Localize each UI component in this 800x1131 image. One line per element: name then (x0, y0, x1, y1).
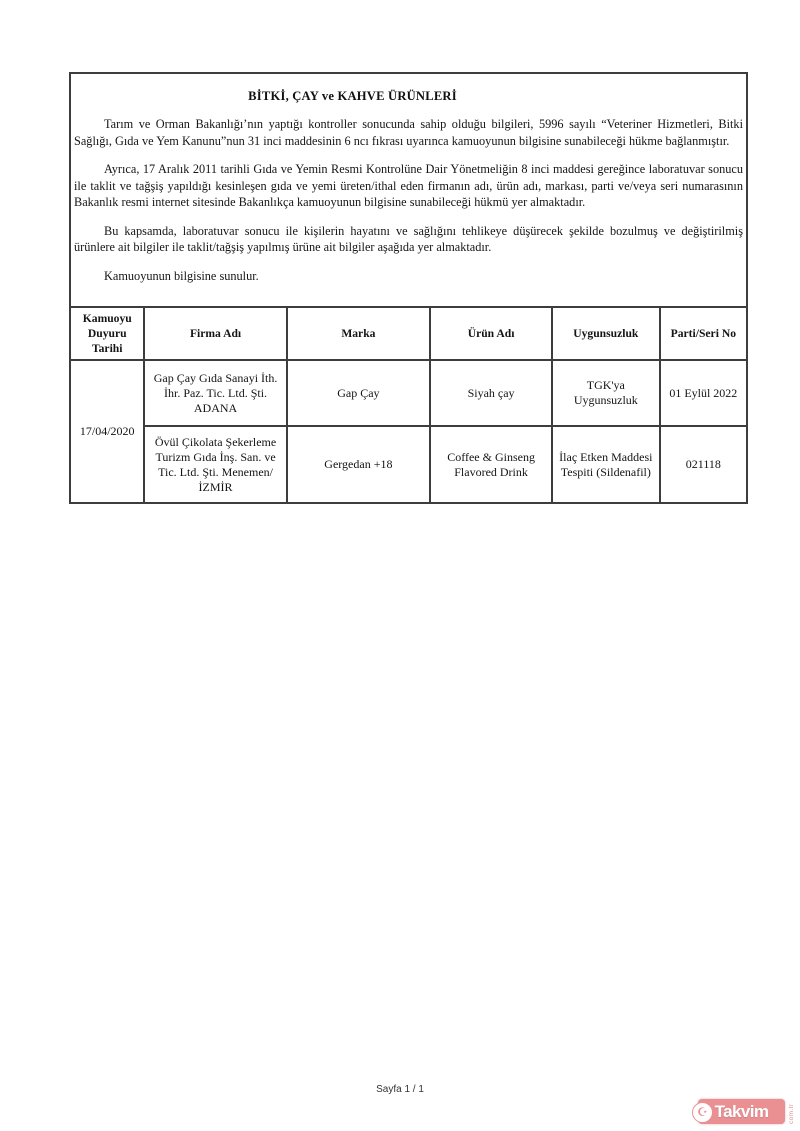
cell-announcement-date: 17/04/2020 (70, 360, 144, 503)
column-header-batch-serial-no: Parti/Seri No (660, 307, 747, 360)
cell-company-name: Övül Çikolata Şekerleme Turizm Gıda İnş. San. ve Tic. Ltd. Şti. Menemen/İZMİR (144, 426, 286, 503)
table-row (70, 360, 747, 426)
takvim-domain-text: com.tr (788, 1103, 795, 1124)
noncompliant-products-table (69, 306, 748, 504)
page-footer (0, 1084, 800, 1095)
column-header-brand: Marka (287, 307, 431, 360)
cell-company-name: Gap Çay Gıda Sanayi İth. İhr. Paz. Tic. Ltd. Şti. ADANA (144, 360, 286, 426)
paragraph-regulation: Ayrıca, 17 Aralık 2011 tarihli Gıda ve Yemin Resmi Kontrolüne Dair Yönetmeliğin 8 inci maddesi gereğince laboratuvar sonucu ile taklit ve tağşiş yapıldığı kesinleşen gıda ve yemi üreten/ithal eden firmanın adı, ürün adı, markası, parti ve/veya seri numarasının Bakanlık resmi internet sitesinde Bakanlıkça kamuoyunun bilgisine sunabileceği hükmü yer almaktadır. (74, 162, 743, 209)
cell-batch-serial-no: 01 Eylül 2022 (660, 360, 747, 426)
table-row (70, 426, 747, 503)
page-number-label: Sayfa 1 / 1 (376, 1084, 424, 1095)
table-header-row (70, 307, 747, 360)
column-header-noncompliance: Uygunsuzluk (552, 307, 660, 360)
cell-batch-serial-no: 021118 (660, 426, 747, 503)
document-title: BİTKİ, ÇAY ve KAHVE ÜRÜNLERİ (248, 89, 457, 103)
column-header-announcement-date: Kamuoyu Duyuru Tarihi (70, 307, 144, 360)
cell-noncompliance: İlaç Etken Maddesi Tespiti (Sildenafil) (552, 426, 660, 503)
cell-brand: Gap Çay (287, 360, 431, 426)
takvim-logo (698, 1099, 785, 1124)
paragraph-legal-basis: Tarım ve Orman Bakanlığı’nın yaptığı kontroller sonucunda sahip olduğu bilgileri, 5996 sayılı “Veteriner Hizmetleri, Bitki Sağlığı, Gıda ve Yem Kanunu”nun 31 inci maddesinin 6 ncı fıkrası uyarınca kamuoyunun bilgisine sunabileceği hükme bağlanmıştır. (74, 117, 743, 148)
takvim-watermark (698, 1096, 795, 1126)
cell-product-name: Siyah çay (430, 360, 552, 426)
cell-brand: Gergedan +18 (287, 426, 431, 503)
cell-noncompliance: TGK'ya Uygunsuzluk (552, 360, 660, 426)
column-header-company-name: Firma Adı (144, 307, 286, 360)
paragraph-scope: Bu kapsamda, laboratuvar sonucu ile kişilerin hayatını ve sağlığını tehlikeye düşürecek şekilde bozulmuş ve değiştirilmiş ürünlere ait bilgiler ile taklit/tağşiş yapılmış ürüne ait bilgiler aşağıda yer almaktadır. (74, 223, 743, 254)
takvim-brand-text: Takvim (714, 1101, 769, 1121)
paragraph-announcement: Kamuoyunun bilgisine sunulur. (104, 268, 259, 283)
column-header-product-name: Ürün Adı (430, 307, 552, 360)
cell-product-name: Coffee & Ginseng Flavored Drink (430, 426, 552, 503)
turkish-flag-icon: ☪ (692, 1102, 713, 1123)
announcement-box (69, 72, 748, 504)
